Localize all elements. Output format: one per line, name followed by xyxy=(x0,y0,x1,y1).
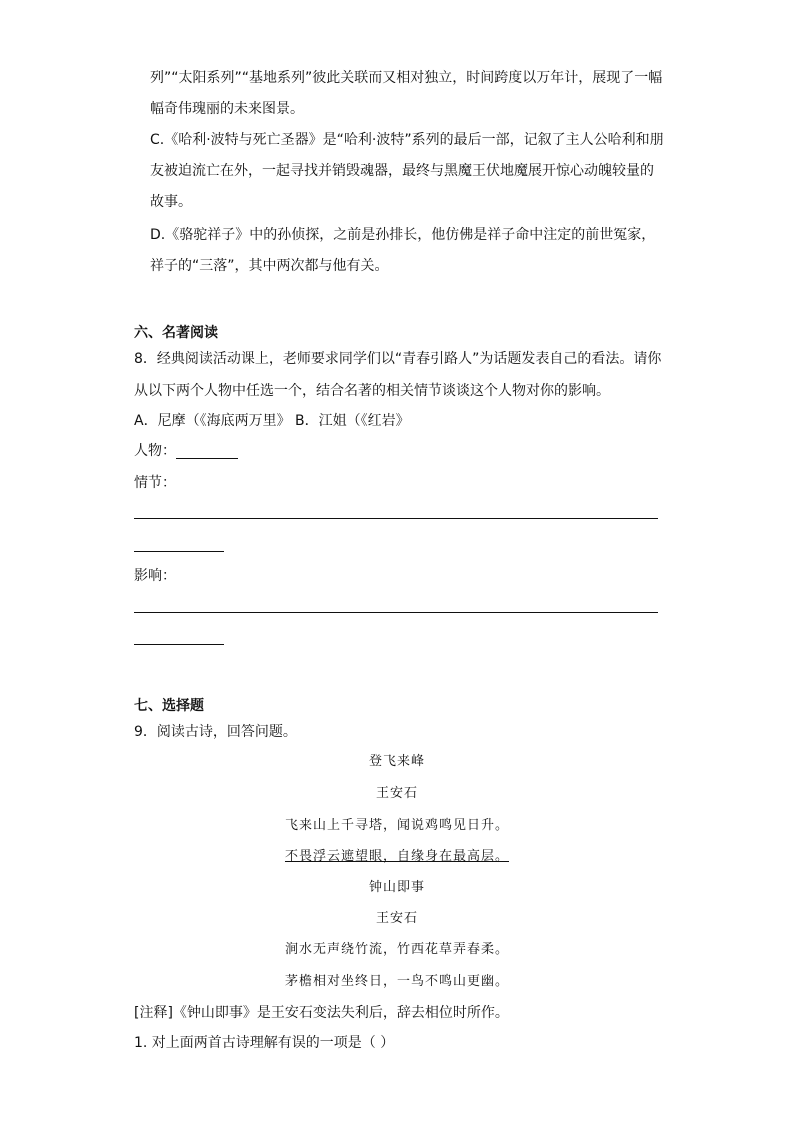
person-label: 人物： xyxy=(134,443,176,459)
section-6-title: 六、名著阅读 xyxy=(134,325,218,341)
option-c-line-2: 友被迫流亡在外，一起寻找并销毁魂器，最终与黑魔王伏地魔展开惊心动魄较量的 xyxy=(150,163,654,179)
question-9: 9．阅读古诗，回答问题。 xyxy=(134,724,297,740)
plot-answer-line[interactable] xyxy=(134,518,658,519)
poem-1-author: 王安石 xyxy=(375,786,418,801)
annotation-note: [注释]《钟山即事》是王安石变法失利后，辞去相位时所作。 xyxy=(134,1005,509,1021)
option-c-line-3: 故事。 xyxy=(150,194,192,210)
poem-2-line-2: 茅檐相对坐终日，一鸟不鸣山更幽。 xyxy=(284,974,509,989)
poem-2-line-1: 涧水无声绕竹流，竹西花草弄春柔。 xyxy=(284,942,509,957)
question-8-line-1: 8．经典阅读活动课上，老师要求同学们以“青春引路人”为话题发表自己的看法。请你 xyxy=(134,351,662,367)
person-answer-blank[interactable] xyxy=(176,458,238,459)
option-d-line-1: D.《骆驼祥子》中的孙侦探，之前是孙排长，他仿佛是祥子命中注定的前世冤家， xyxy=(150,227,656,243)
sub-question-1: 1. 对上面两首古诗理解有误的一项是（ ） xyxy=(134,1035,395,1051)
poem-2-title: 钟山即事 xyxy=(368,880,425,895)
plot-label: 情节： xyxy=(134,475,176,491)
option-c-line-1: C.《哈利·波特与死亡圣器》是“哈利·波特”系列的最后一部，记叙了主人公哈利和朋 xyxy=(150,132,664,148)
poem-1-line-2-wrap xyxy=(0,847,794,867)
question-8-line-2: 从以下两个人物中任选一个，结合名著的相关情节谈谈这个人物对你的影响。 xyxy=(134,383,610,399)
option-b-continued: 列”“太阳系列”“基地系列”彼此关联而又相对独立，时间跨度以万年计，展现了一幅 xyxy=(150,70,663,86)
option-d-line-2: 祥子的“三落”，其中两次都与他有关。 xyxy=(150,258,389,274)
section-7-title: 七、选择题 xyxy=(134,698,204,714)
question-8-options: A．尼摩（《海底两万里》 B．江姐（《红岩》 xyxy=(134,413,410,429)
influence-answer-line[interactable] xyxy=(134,612,658,613)
influence-answer-line-end[interactable] xyxy=(134,644,224,645)
poem-1-line-2: 不畏浮云遮望眼，自缘身在最高层。 xyxy=(284,849,509,864)
poem-2-author: 王安石 xyxy=(375,911,418,926)
poem-1-title: 登飞来峰 xyxy=(368,754,425,769)
influence-label: 影响： xyxy=(134,568,176,584)
plot-answer-line-end[interactable] xyxy=(134,551,224,552)
poem-1-line-1: 飞来山上千寻塔，闻说鸡鸣见日升。 xyxy=(284,818,509,833)
option-b-continued-2: 幅奇伟瑰丽的未来图景。 xyxy=(150,101,304,117)
